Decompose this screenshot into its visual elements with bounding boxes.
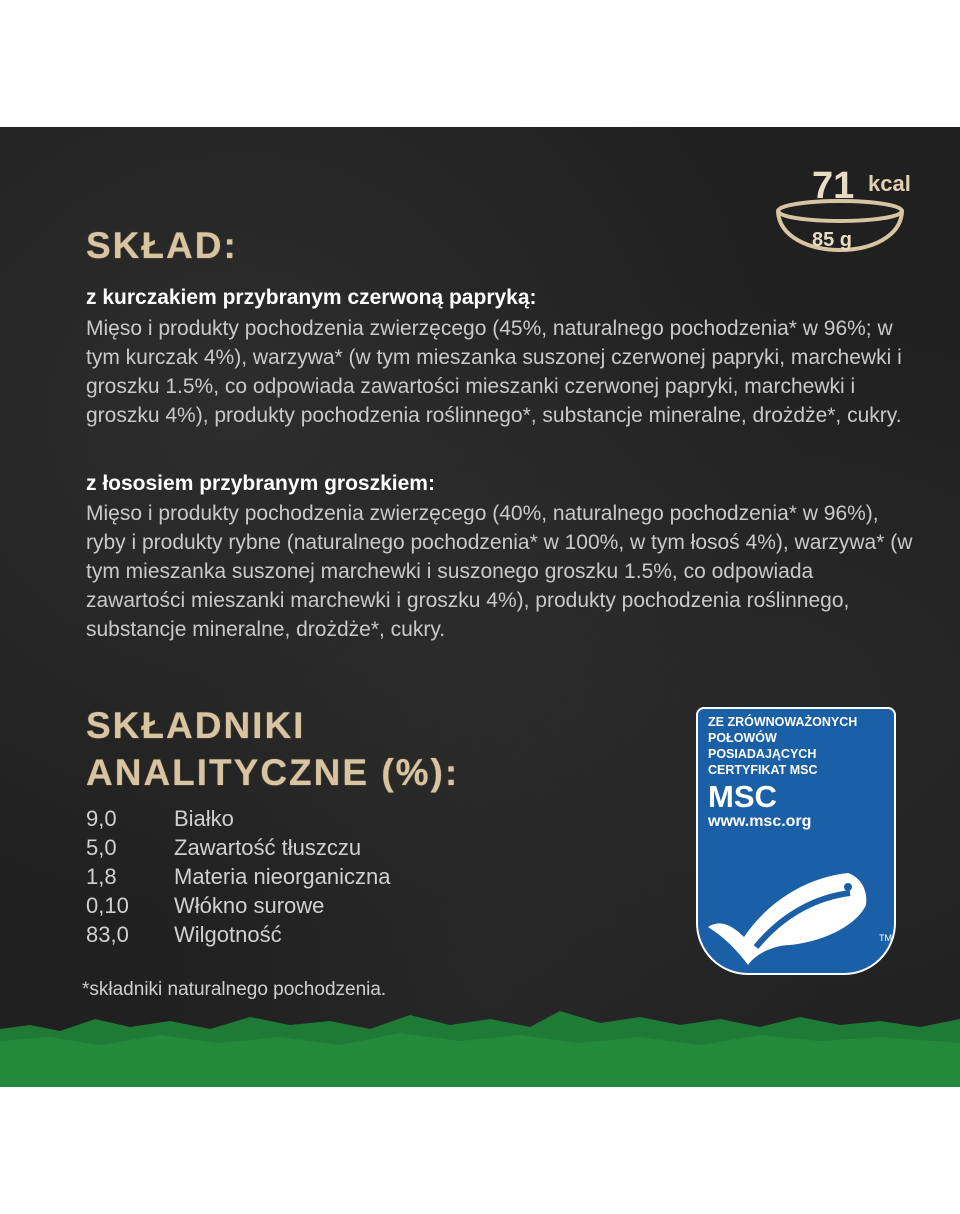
analysis-label: Włókno surowe [174,892,325,918]
analysis-value: 0,10 [86,892,129,918]
grass-strip [0,1007,960,1087]
analysis-value: 9,0 [86,805,117,831]
analysis-row [86,804,390,833]
analysis-label: Białko [174,805,234,831]
analysis-heading-line2: ANALITYCZNE (%): [86,752,460,793]
trademark-mark: TM [879,933,892,943]
analysis-table [86,804,390,949]
msc-url: www.msc.org [708,813,812,830]
msc-line: CERTYFIKAT MSC [708,763,818,777]
analysis-heading-line1: SKŁADNIKI [86,705,306,746]
analysis-row [86,920,390,949]
msc-line: POSIADAJĄCYCH [708,747,817,761]
variant-title-salmon: z łososiem przybranym groszkiem: [86,472,435,495]
variant-text-chicken: Mięso i produkty pochodzenia zwierzęcego (45%, naturalnego pochodzenia* w 96%; w tym kurczak 4%), warzywa* (w tym mieszanka suszonej czerwonej papryki, marchewki i groszku 1.5%, co odpowiada zawartości mieszanki czerwonej papryki, marchewki i groszku 4%), produkty pochodzenia roślinnego*, substancje mineralne, drożdże*, cukry. [86,317,902,427]
footnote: *składniki naturalnego pochodzenia. [82,979,387,1000]
analysis-value: 5,0 [86,834,117,860]
analysis-label: Wilgotność [174,921,282,947]
analysis-value: 1,8 [86,863,117,889]
ingredients-panel [0,127,960,1087]
msc-logo-text: MSC [708,779,777,814]
kcal-unit: kcal [868,171,911,196]
kcal-value: 71 [812,165,855,207]
analysis-value: 83,0 [86,921,129,947]
calorie-badge [768,163,928,273]
msc-line: ZE ZRÓWNOWAŻONYCH [708,715,858,729]
analysis-label: Materia nieorganiczna [174,863,391,889]
msc-fish-checkmark-icon [698,841,894,973]
composition-heading: SKŁAD: [86,225,238,266]
analysis-row [86,891,390,920]
msc-line: POŁOWÓW [708,731,777,745]
variant-title-chicken: z kurczakiem przybranym czerwoną papryką: [86,286,537,309]
analysis-label: Zawartość tłuszczu [174,834,362,860]
variant-text-salmon: Mięso i produkty pochodzenia zwierzęcego (40%, naturalnego pochodzenia* w 96%), ryby i produkty rybne (naturalnego pochodzenia* w 100%, w tym łosoś 4%), warzywa* (w tym mieszanka suszonej marchewki i suszonego groszku 1.5%, co odpowiada zawartości mieszanki marchewki i groszku 4%), produkty pochodzenia roślinnego, substancje mineralne, drożdże*, cukry. [86,502,913,641]
msc-certification-label [696,707,896,975]
analysis-row [86,833,390,862]
portion-weight: 85 g [812,229,853,251]
analysis-row [86,862,390,891]
